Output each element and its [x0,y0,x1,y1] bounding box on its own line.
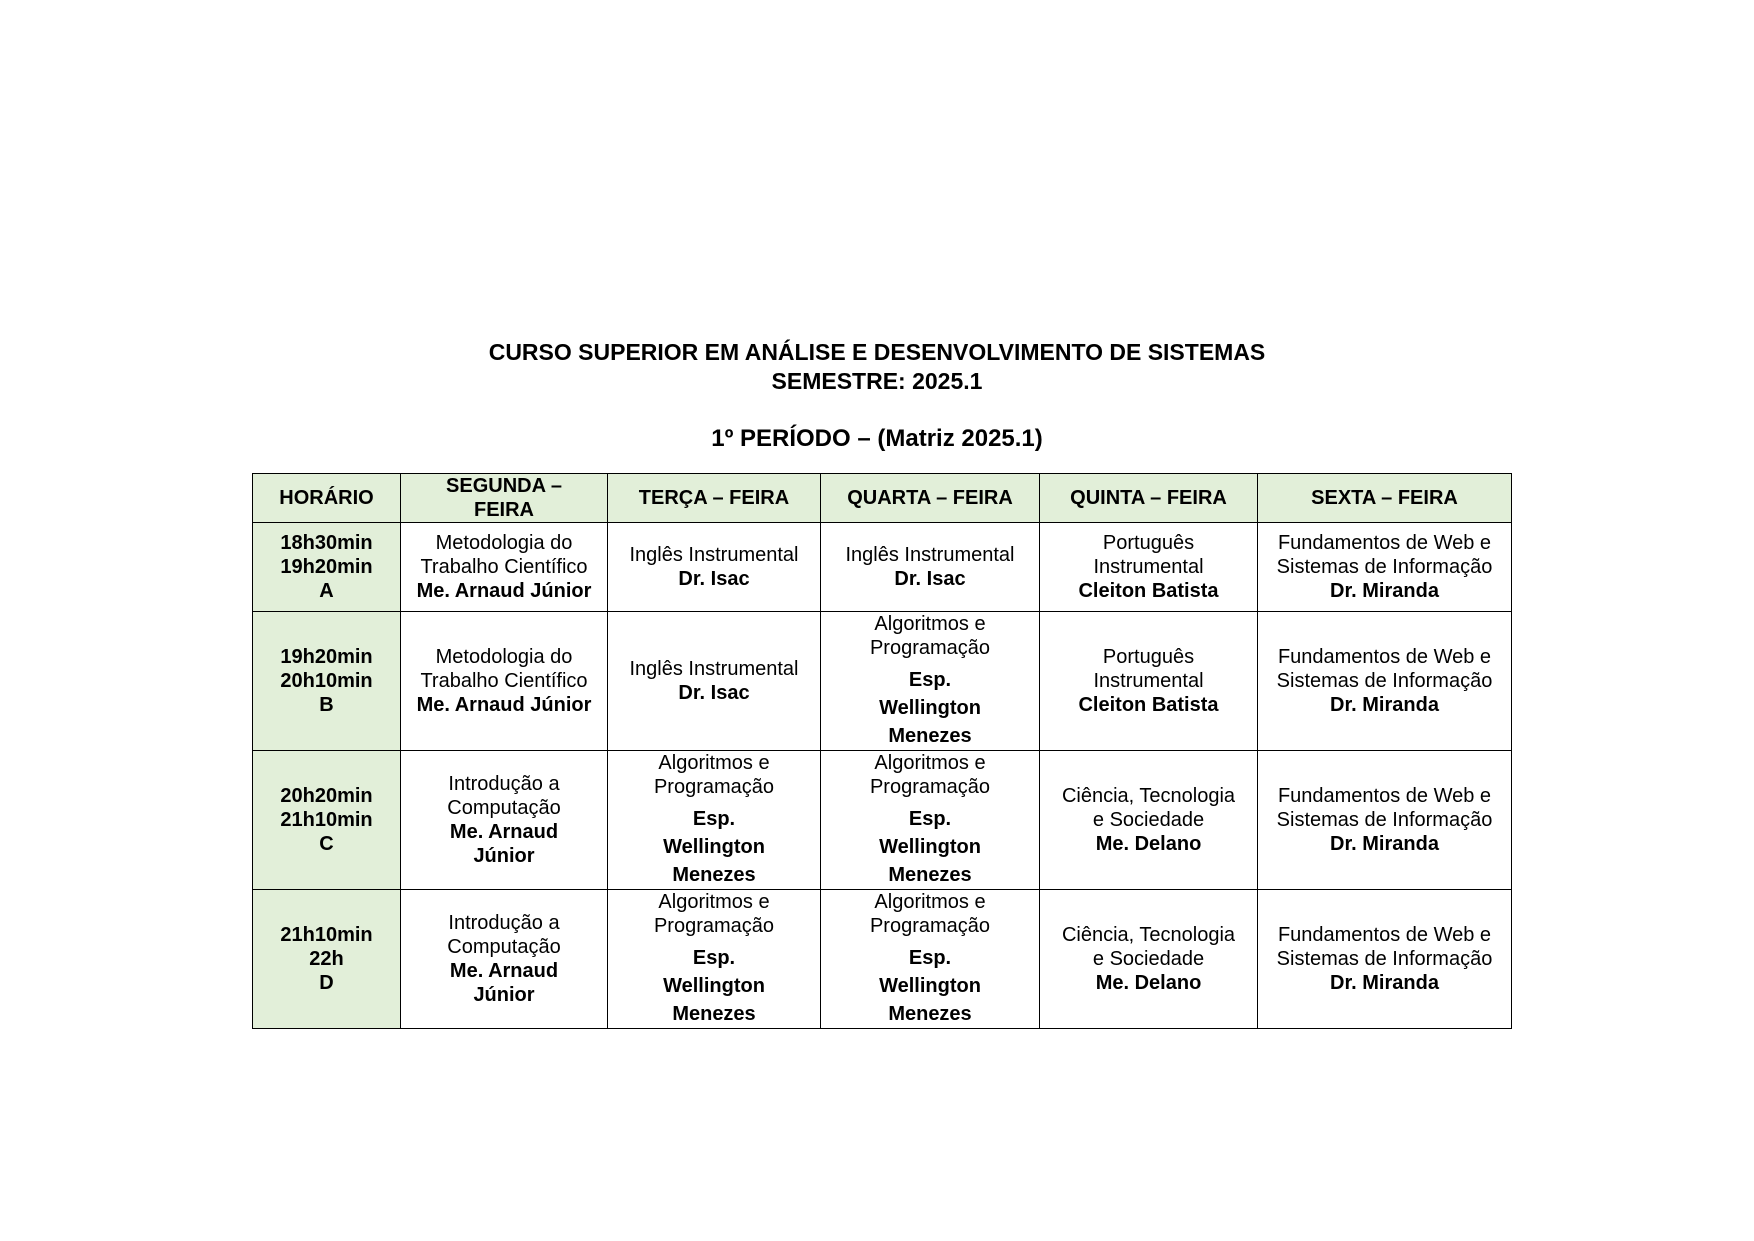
subject-name: Introdução a Computação [447,773,561,819]
professor-name: Dr. Miranda [1330,694,1439,716]
document-title: CURSO SUPERIOR EM ANÁLISE E DESENVOLVIMENTO DE SISTEMAS [488,339,1266,365]
time-end: 21h10min [280,809,373,831]
time-slot-letter: B [319,694,334,716]
time-start: 18h30min [280,532,373,554]
class-cell [1040,890,1258,1029]
subject-name: Português Instrumental [1093,646,1204,692]
professor-name: Esp. Wellington Menezes [879,669,981,747]
time-slot-cell [253,751,401,890]
subject-name: Algoritmos e Programação [869,891,991,937]
column-header-thursday: QUINTA – FEIRA [1040,474,1258,523]
professor-name: Cleiton Batista [1078,694,1219,716]
class-cell [1040,612,1258,751]
subject-name: Metodologia do Trabalho Científico [420,532,588,578]
time-end: 20h10min [280,670,373,692]
column-header-wednesday: QUARTA – FEIRA [821,474,1040,523]
subject-name: Algoritmos e Programação [869,613,991,659]
time-slot-cell [253,523,401,612]
professor-name: Me. Arnaud Júnior [449,960,559,1006]
subject-name: Inglês Instrumental [629,658,799,680]
table-header-row [253,474,1512,523]
column-header-friday: SEXTA – FEIRA [1258,474,1512,523]
subject-name: Ciência, Tecnologia e Sociedade [1061,924,1236,970]
professor-name: Dr. Isac [894,568,966,590]
class-cell [401,612,608,751]
class-cell [401,890,608,1029]
time-slot-cell [253,890,401,1029]
table-row [253,612,1512,751]
class-cell [608,523,821,612]
column-header-monday: SEGUNDA – FEIRA [401,474,608,523]
table-row [253,751,1512,890]
class-cell [401,523,608,612]
class-schedule-table [252,473,1512,1029]
professor-name: Me. Delano [1095,833,1202,855]
subject-name: Metodologia do Trabalho Científico [420,646,588,692]
subject-name: Inglês Instrumental [629,544,799,566]
class-cell [608,751,821,890]
class-cell [1258,751,1512,890]
class-cell [1040,523,1258,612]
subject-name: Algoritmos e Programação [869,752,991,798]
class-cell [1040,751,1258,890]
class-cell [401,751,608,890]
class-cell [821,523,1040,612]
subject-name: Português Instrumental [1093,532,1204,578]
class-cell [821,751,1040,890]
professor-name: Me. Arnaud Júnior [416,694,592,716]
subject-name: Fundamentos de Web e Sistemas de Informação [1276,646,1493,692]
professor-name: Esp. Wellington Menezes [663,808,765,886]
column-header-tuesday: TERÇA – FEIRA [608,474,821,523]
professor-name: Me. Arnaud Júnior [416,580,592,602]
time-slot-letter: A [319,580,334,602]
professor-name: Cleiton Batista [1078,580,1219,602]
subject-name: Ciência, Tecnologia e Sociedade [1061,785,1236,831]
class-cell [821,612,1040,751]
period-heading: 1º PERÍODO – (Matriz 2025.1) [711,425,1043,452]
time-slot-letter: D [319,972,334,994]
time-slot-cell [253,612,401,751]
subject-name: Fundamentos de Web e Sistemas de Informação [1276,785,1493,831]
class-cell [608,890,821,1029]
professor-name: Esp. Wellington Menezes [663,947,765,1025]
professor-name: Dr. Isac [678,682,750,704]
subject-name: Algoritmos e Programação [653,891,775,937]
time-slot-letter: C [319,833,334,855]
professor-name: Me. Arnaud Júnior [449,821,559,867]
table-row [253,523,1512,612]
class-cell [1258,523,1512,612]
subject-name: Inglês Instrumental [845,544,1015,566]
class-cell [608,612,821,751]
column-header-time: HORÁRIO [253,474,401,523]
professor-name: Dr. Miranda [1330,833,1439,855]
subject-name: Introdução a Computação [447,912,561,958]
professor-name: Esp. Wellington Menezes [879,808,981,886]
professor-name: Esp. Wellington Menezes [879,947,981,1025]
time-end: 19h20min [280,556,373,578]
time-start: 19h20min [280,646,373,668]
class-cell [821,890,1040,1029]
time-start: 21h10min [280,924,373,946]
time-end: 22h [309,948,344,970]
time-start: 20h20min [280,785,373,807]
class-cell [1258,890,1512,1029]
semester-label: SEMESTRE: 2025.1 [771,368,983,394]
professor-name: Dr. Miranda [1330,972,1439,994]
professor-name: Dr. Miranda [1330,580,1439,602]
subject-name: Fundamentos de Web e Sistemas de Informação [1276,532,1493,578]
subject-name: Algoritmos e Programação [653,752,775,798]
professor-name: Me. Delano [1095,972,1202,994]
subject-name: Fundamentos de Web e Sistemas de Informação [1276,924,1493,970]
table-row [253,890,1512,1029]
class-cell [1258,612,1512,751]
professor-name: Dr. Isac [678,568,750,590]
